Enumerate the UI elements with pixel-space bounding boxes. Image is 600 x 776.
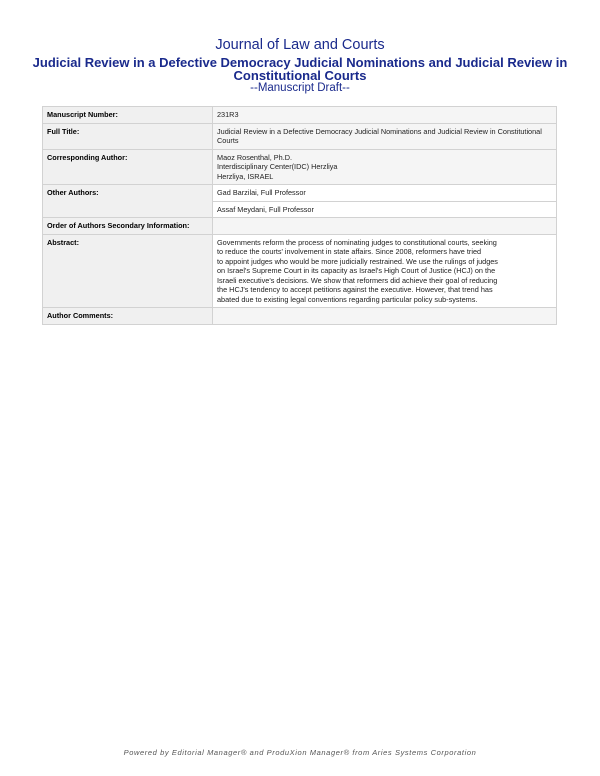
journal-title: Journal of Law and Courts: [215, 37, 385, 53]
abstract-row: [43, 235, 557, 309]
corresponding-author-institution: Interdisciplinary Center(IDC) Herzliya: [217, 162, 338, 171]
full-title-row: [43, 124, 557, 150]
manuscript-draft-label: --Manuscript Draft--: [250, 82, 350, 94]
abstract-line: Governments reform the process of nominating judges to constitutional courts, seeking: [217, 237, 497, 247]
full-title-label: Full Title:: [43, 124, 213, 150]
order-of-authors-value: [213, 218, 557, 235]
abstract-line: to reduce the courts' involvement in state affairs. Since 2008, reformers have tried: [217, 247, 482, 256]
powered-by-footer: Powered by Editorial Manager® and ProduXion Manager® from Aries Systems Corporation: [123, 748, 477, 757]
order-of-authors-row: [43, 218, 557, 235]
document-header: [0, 36, 600, 94]
corresponding-author-row: [43, 150, 557, 186]
manuscript-info-table: [42, 106, 557, 325]
other-authors-label: Other Authors:: [43, 185, 213, 218]
abstract-label: Abstract:: [43, 235, 213, 309]
other-author-item: Assaf Meydani, Full Professor: [213, 202, 557, 219]
manuscript-number-value: 231R3: [213, 107, 557, 124]
manuscript-number-label: Manuscript Number:: [43, 107, 213, 124]
author-comments-value: [213, 308, 557, 325]
abstract-line: Israeli executive's decisions. We show that reformers did achieve their goal of reducing: [217, 275, 498, 285]
abstract-line: abated due to existing legal conventions regarding particular policy sub-systems.: [217, 294, 478, 304]
abstract-line: the HCJ's tendency to accept petitions against the executive. However, that trend has: [217, 285, 493, 294]
full-title-value: Judicial Review in a Defective Democracy Judicial Nominations and Judicial Review in Constitutional Courts: [213, 124, 557, 150]
corresponding-author-name: Maoz Rosenthal, Ph.D.: [217, 152, 293, 162]
abstract-line: on Israel's Supreme Court in its capacity as Israel's High Court of Justice (HCJ) on the: [217, 266, 496, 275]
author-comments-row: [43, 308, 557, 325]
other-author-item: Gad Barzilai, Full Professor: [213, 185, 557, 202]
corresponding-author-value: [213, 150, 557, 186]
abstract-text: [213, 235, 557, 309]
corresponding-author-location: Herzliya, ISRAEL: [217, 171, 274, 181]
order-of-authors-label: Order of Authors Secondary Information:: [43, 218, 213, 235]
author-comments-label: Author Comments:: [43, 308, 213, 325]
other-authors-row: [43, 185, 557, 202]
abstract-line: to appoint judges who would be more judicially restrained. We use the rulings of judges: [217, 256, 498, 266]
corresponding-author-label: Corresponding Author:: [43, 150, 213, 186]
manuscript-number-row: [43, 107, 557, 124]
article-title: Judicial Review in a Defective Democracy Judicial Nominations and Judicial Review in Constitutional Courts: [32, 55, 568, 83]
